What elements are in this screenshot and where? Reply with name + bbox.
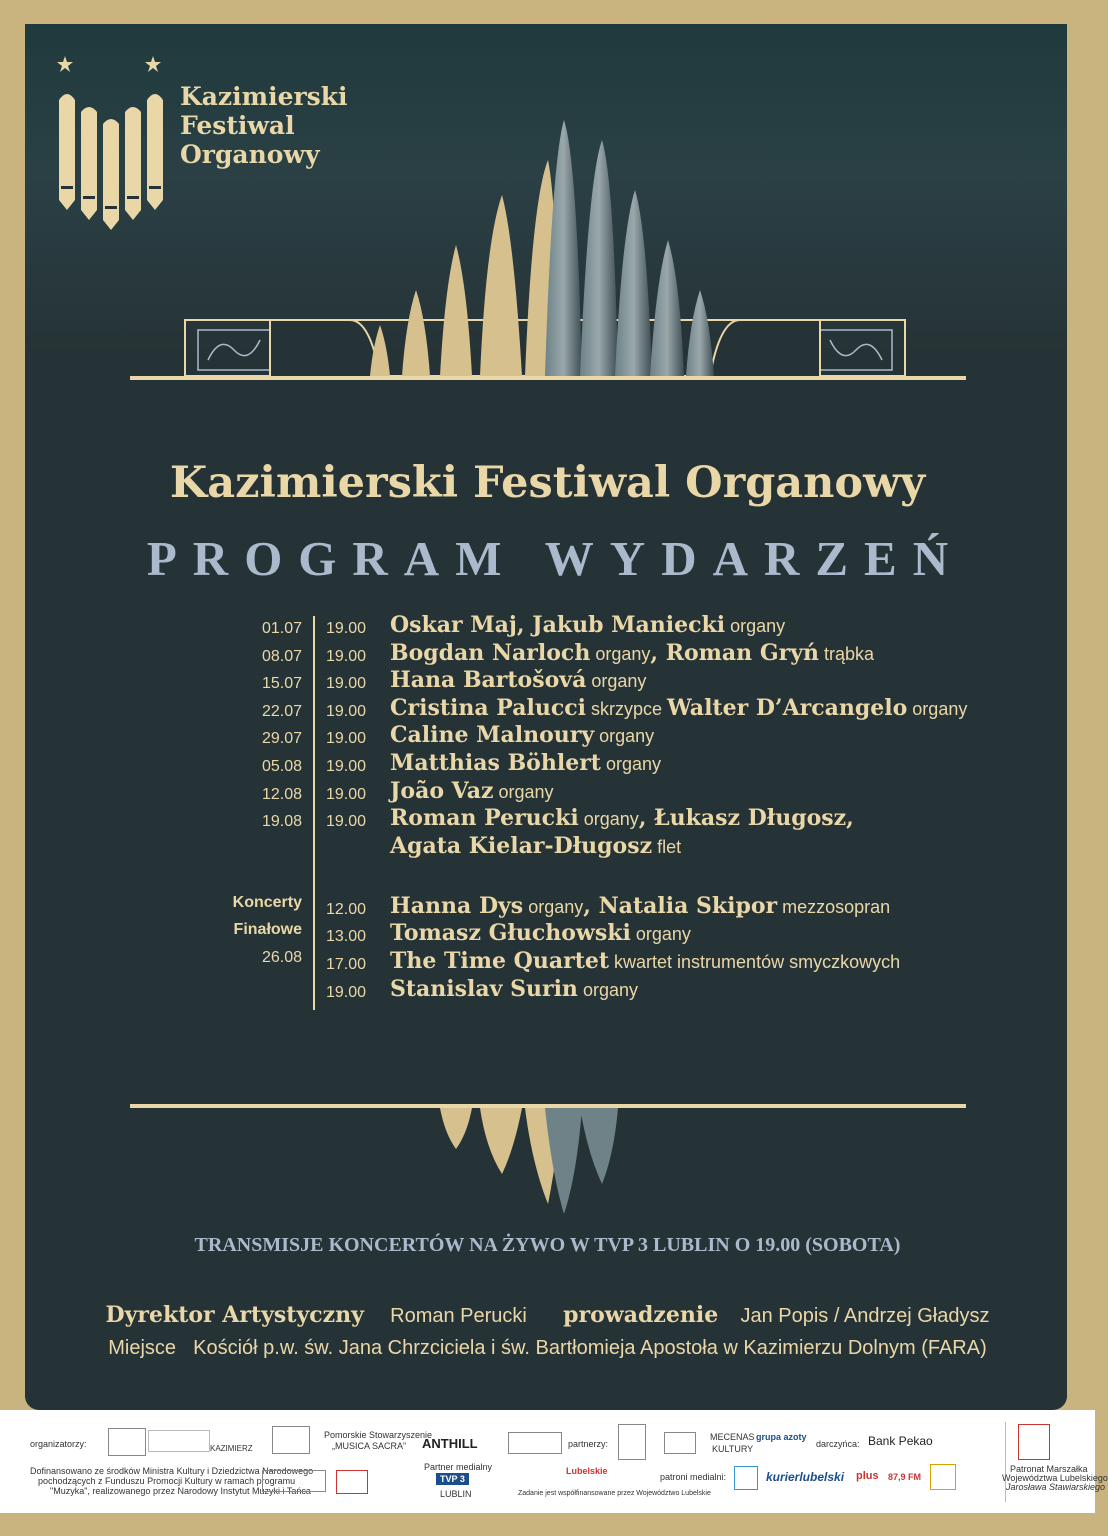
credits-line-1: [0, 1302, 1095, 1328]
ornament-right-icon: [820, 330, 892, 370]
lubelskie-logo: Lubelskie: [566, 1466, 608, 1476]
dkd-logo-icon: [664, 1432, 696, 1454]
performer-name: , Łukasz Długosz,: [638, 805, 854, 832]
logo-line-1: Kazimierski: [180, 82, 348, 111]
patronat-line-1: Patronat Marszałka: [1010, 1464, 1088, 1474]
performers: [390, 640, 874, 666]
performer-name: Walter D’Arcangelo: [667, 694, 908, 721]
patrons-label: patroni medialni:: [660, 1472, 727, 1482]
host-names: Jan Popis / Andrzej Gładysz: [740, 1305, 990, 1327]
program-row: [0, 778, 1095, 806]
lubelskie-crest-icon: [1018, 1424, 1050, 1460]
program-row: [0, 750, 1095, 778]
program-row: [0, 833, 1095, 861]
performers: [390, 667, 646, 693]
funding-line-1: Dofinansowano ze środków Ministra Kultury i Dziedzictwa Narodowego: [30, 1466, 314, 1476]
kultury-label: KULTURY: [712, 1444, 754, 1454]
host-label: prowadzenie: [563, 1302, 719, 1328]
director-name: Roman Perucki: [390, 1305, 527, 1327]
radio-logo-icon: [734, 1466, 758, 1490]
donor-label: darczyńca:: [816, 1439, 860, 1449]
instrument: organy: [493, 781, 554, 802]
instrument: flet: [652, 836, 682, 857]
program-row: [0, 920, 1095, 948]
event-date: 19.08: [261, 813, 302, 831]
mecenas-label: MECENAS: [710, 1432, 755, 1442]
event-time: 19.00: [326, 758, 367, 775]
radio-frequency: 87,9 FM: [888, 1472, 922, 1482]
performer-name: Matthias Böhlert: [390, 750, 601, 776]
program-row: [0, 722, 1095, 750]
kurier-lubelski-logo: kurierlubelski: [766, 1470, 845, 1484]
radio-plus-logo: plus: [856, 1470, 879, 1482]
performers: [390, 612, 785, 638]
performer-name: , Roman Gryń: [650, 639, 819, 666]
performers: [390, 948, 900, 974]
program-subtitle: PROGRAM WYDARZEŃ: [146, 531, 965, 586]
sponsors-footer: [0, 1410, 1108, 1513]
instrument: kwartet instrumentów smyczkowych: [609, 952, 901, 972]
instrument: organy: [577, 980, 638, 1000]
event-time: 17.00: [326, 956, 367, 973]
grupa-azoty-logo: grupa azoty: [756, 1432, 807, 1442]
musica-sacra-label: „MUSICA SACRA”: [332, 1441, 407, 1451]
bottom-frame: [0, 1513, 1095, 1536]
event-time: 13.00: [326, 928, 367, 945]
pomorskie-label: Pomorskie Stowarzyszenie: [324, 1430, 433, 1440]
event-time: 19.00: [326, 984, 367, 1001]
radio-station-logo-icon: [930, 1464, 956, 1490]
cultural-centre-logo-icon: [272, 1426, 310, 1454]
performer-name: Agata Kielar-Długosz: [390, 832, 653, 859]
event-date: 12.08: [261, 785, 302, 803]
nimit-logo-icon: [336, 1470, 368, 1494]
event-time: 19.00: [326, 702, 367, 720]
event-date: 08.07: [261, 647, 302, 665]
program-row: [0, 976, 1095, 1004]
event-date: 01.07: [261, 620, 302, 637]
performer-name: , Natalia Skipor: [583, 893, 778, 919]
performer-name: Cristina Palucci: [390, 694, 586, 721]
performers: [390, 805, 854, 831]
performer-name: The Time Quartet: [390, 948, 610, 974]
ministry-logo-icon: [262, 1470, 326, 1492]
parish-logo-icon: [108, 1428, 146, 1456]
finals-label: Finałowe: [233, 921, 302, 938]
parish-name-logo: [148, 1430, 210, 1452]
finals-label: Koncerty: [232, 894, 302, 911]
tvp-lublin-label: LUBLIN: [440, 1489, 472, 1499]
finals-date: 26.08: [261, 949, 302, 966]
sponsor-logo-icon: [508, 1432, 562, 1454]
instrument: organy: [907, 698, 968, 719]
bank-pekao-logo: Bank Pekao: [868, 1434, 933, 1448]
venue-label: Miejsce: [108, 1337, 177, 1359]
performer-name: Caline Malnoury: [390, 722, 595, 749]
program-row: [0, 612, 1095, 640]
event-time: 19.00: [326, 675, 367, 693]
media-partner-label: Partner medialny: [424, 1462, 493, 1472]
broadcast-notice: TRANSMISJE KONCERTÓW NA ŻYWO W TVP 3 LUBLIN O 19.00 (SOBOTA): [194, 1234, 901, 1256]
performer-name: Bogdan Narloch: [390, 639, 591, 666]
performers: [390, 976, 638, 1002]
ornament-left-icon: [198, 330, 270, 370]
instrument: organy: [590, 643, 651, 664]
instrument: organy: [586, 671, 647, 692]
organ-pipes-illustration: [130, 120, 966, 385]
venue-text: Kościół p.w. św. Jana Chrzciciela i św. Bartłomieja Apostoła w Kazimierzu Dolnym (FARA): [193, 1337, 987, 1359]
performer-name: João Vaz: [390, 777, 494, 804]
event-time: 19.00: [326, 730, 367, 748]
event-time: 19.00: [326, 813, 367, 831]
patronat-line-3: Jarosława Stawiarskiego: [1006, 1482, 1106, 1492]
program-row: [0, 893, 1095, 921]
funding-line-2: pochodzących z Funduszu Promocji Kultury w ramach programu: [38, 1476, 296, 1486]
festival-title: Kazimierski Festiwal Organowy: [169, 458, 926, 508]
performers: [390, 722, 654, 748]
anthill-logo: ANTHILL: [422, 1436, 478, 1451]
program-row: [0, 667, 1095, 695]
instrument: organy: [600, 754, 662, 774]
performer-name: Hanna Dys: [390, 893, 524, 919]
program-row: [0, 948, 1095, 976]
instrument: trąbka: [819, 643, 875, 664]
church-logo-icon: [618, 1424, 646, 1460]
event-time: 12.00: [326, 901, 367, 918]
performers: [390, 920, 691, 946]
event-date: 15.07: [261, 675, 302, 693]
event-time: 19.00: [326, 647, 367, 665]
performer-name: Hana Bartošová: [390, 667, 587, 694]
program-row: [0, 640, 1095, 668]
organizers-label: organizatorzy:: [30, 1439, 87, 1449]
event-date: 05.08: [261, 758, 302, 775]
instrument: mezzosopran: [777, 897, 891, 917]
performers: [390, 750, 661, 776]
logo-line-3: Organowy: [180, 140, 320, 169]
performers: [390, 695, 967, 721]
performers: [390, 833, 681, 859]
instrument: skrzypce: [585, 698, 668, 719]
kazimierz-logo: KAZIMIERZ: [210, 1444, 253, 1453]
event-date: 29.07: [261, 730, 302, 748]
instrument: organy: [578, 809, 639, 830]
event-date: 22.07: [261, 702, 302, 720]
cofinancing-note: Zadanie jest współfinansowane przez Województwo Lubelskie: [518, 1490, 711, 1497]
performers: [390, 893, 890, 919]
instrument: organy: [725, 616, 786, 636]
credits-line-2: [0, 1337, 1095, 1360]
program-row: [0, 695, 1095, 723]
performer-name: Roman Perucki: [390, 805, 579, 832]
funding-line-3: "Muzyka", realizowanego przez Narodowy Instytut Muzyki i Tańca: [50, 1486, 311, 1496]
event-time: 19.00: [326, 620, 367, 637]
logo-line-2: Festiwal: [180, 111, 295, 140]
performers: [390, 778, 554, 804]
performer-name: Oskar Maj, Jakub Maniecki: [390, 612, 726, 638]
patronat-line-2: Województwa Lubelskiego: [1002, 1473, 1108, 1483]
partners-label: partnerzy:: [568, 1439, 609, 1449]
performer-name: Stanislav Surin: [390, 976, 578, 1002]
performer-name: Tomasz Głuchowski: [390, 920, 631, 946]
instrument: organy: [523, 897, 584, 917]
event-time: 19.00: [326, 785, 367, 803]
instrument: organy: [630, 924, 691, 944]
program-row: [0, 805, 1095, 833]
tvp3-logo: TVP 3: [436, 1473, 469, 1485]
director-label: Dyrektor Artystyczny: [105, 1302, 364, 1328]
organ-pipes-reflection: [130, 1104, 966, 1216]
instrument: organy: [594, 726, 655, 747]
